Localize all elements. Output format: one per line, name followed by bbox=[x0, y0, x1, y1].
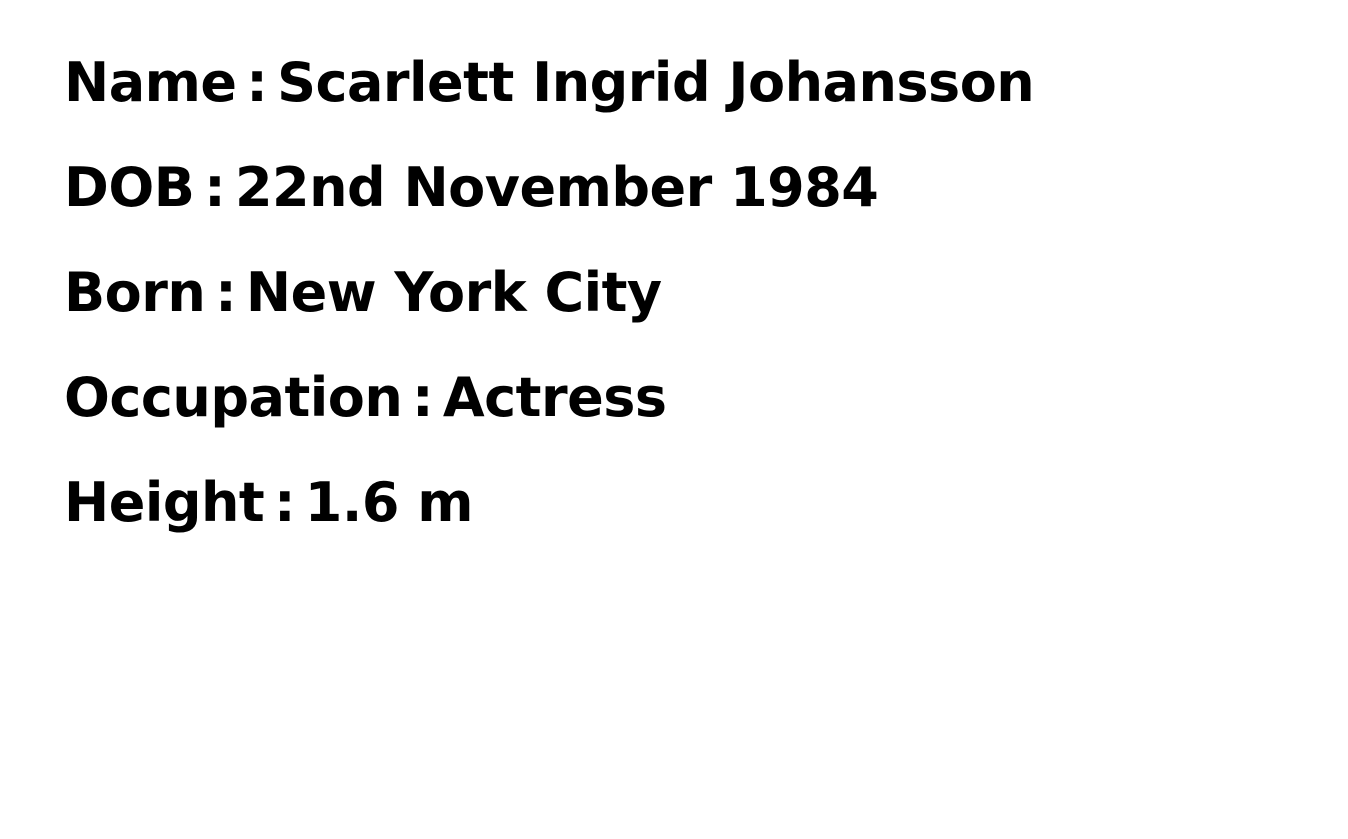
dob-separator: : bbox=[204, 156, 226, 219]
height-label: Height bbox=[64, 471, 265, 534]
height-value: 1.6 m bbox=[304, 471, 474, 534]
occupation-line bbox=[64, 345, 1034, 450]
dob-label: DOB bbox=[64, 156, 195, 219]
occupation-label: Occupation bbox=[64, 366, 403, 429]
dob-line bbox=[64, 135, 1034, 240]
name-separator: : bbox=[246, 51, 268, 114]
height-line bbox=[64, 450, 1034, 555]
born-value: New York City bbox=[245, 261, 662, 324]
occupation-value: Actress bbox=[442, 366, 667, 429]
born-separator: : bbox=[215, 261, 237, 324]
name-value: Scarlett Ingrid Johansson bbox=[277, 51, 1035, 114]
name-line bbox=[64, 30, 1034, 135]
born-label: Born bbox=[64, 261, 206, 324]
occupation-separator: : bbox=[412, 366, 434, 429]
profile-info-block bbox=[64, 30, 1034, 555]
born-line bbox=[64, 240, 1034, 345]
name-label: Name bbox=[64, 51, 237, 114]
height-separator: : bbox=[273, 471, 296, 534]
dob-value: 22nd November 1984 bbox=[234, 156, 879, 219]
